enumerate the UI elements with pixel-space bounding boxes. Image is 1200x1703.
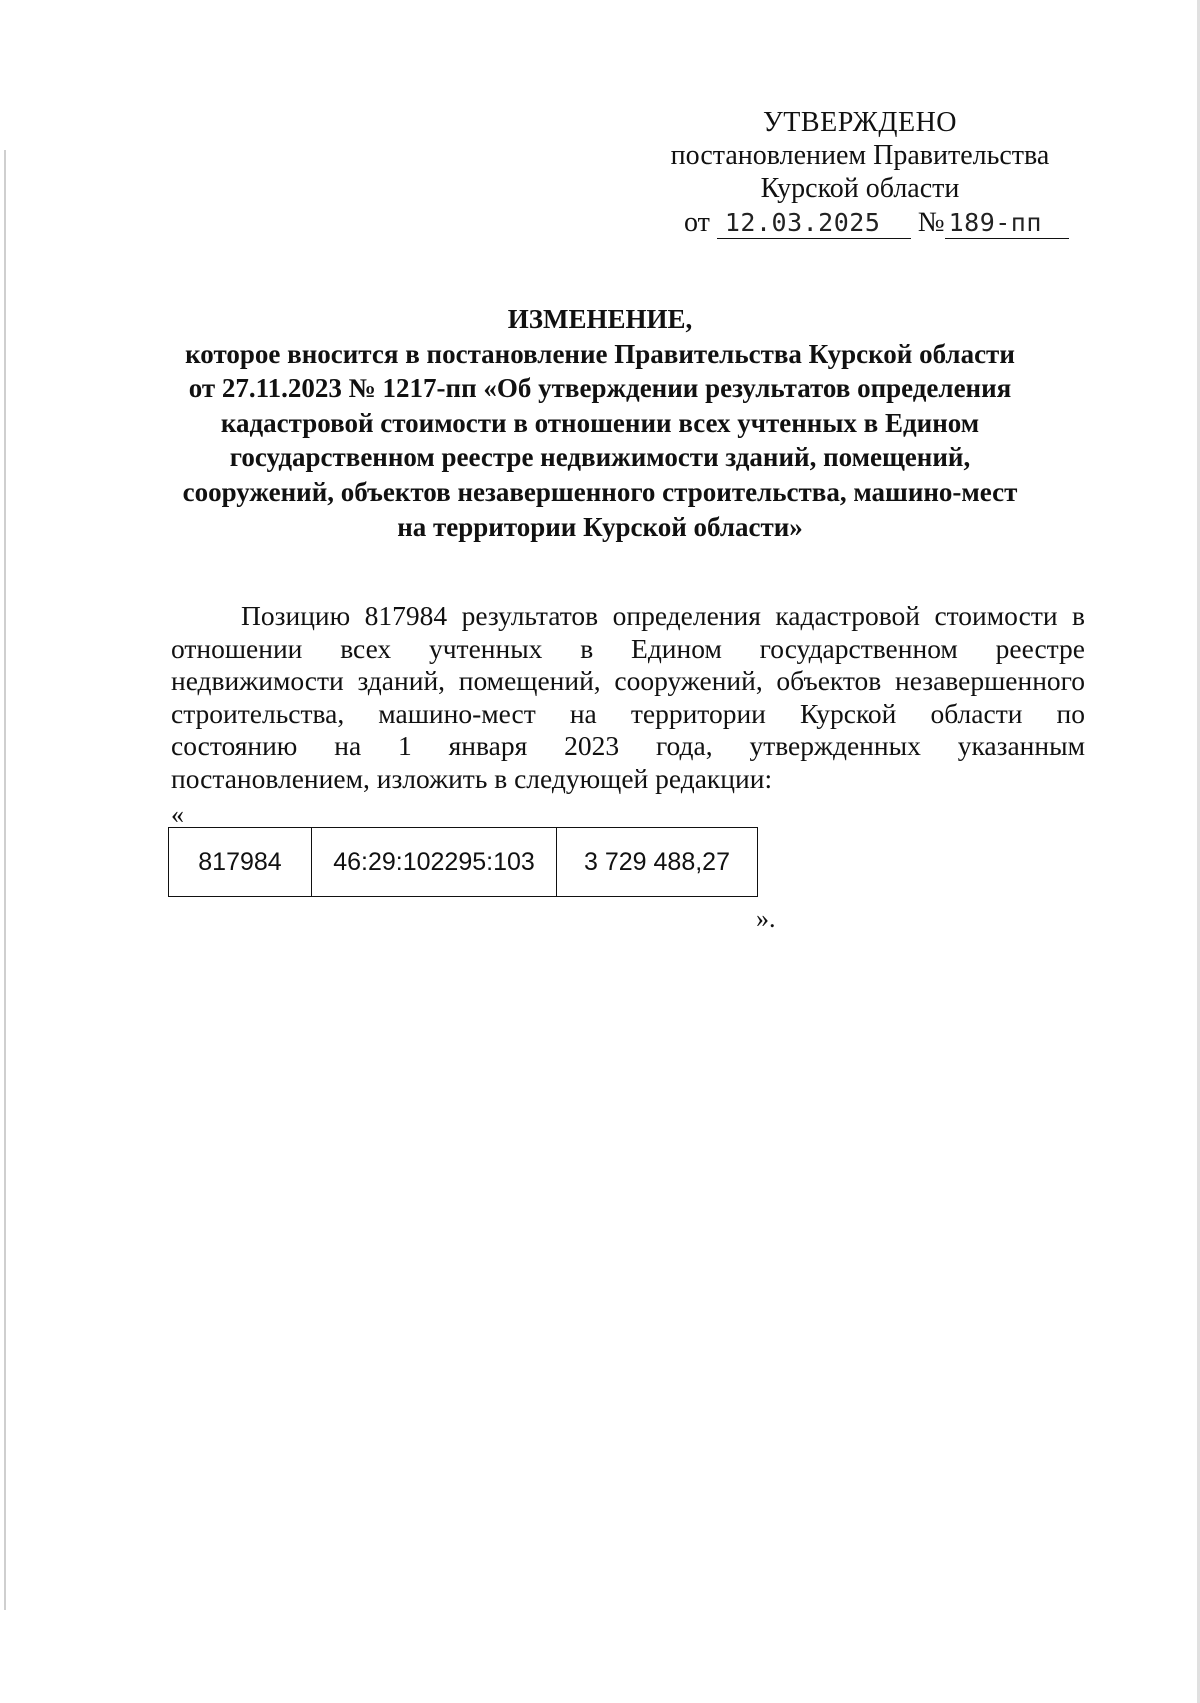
body-line-6: постановлением, изложить в следующей редакции: — [171, 762, 773, 794]
cadastral-value-cell: 3 729 488,27 — [557, 828, 758, 897]
cadastral-number-cell: 46:29:102295:103 — [312, 828, 557, 897]
body-line-2: отношении всех учтенных в Едином государственном реестре — [171, 632, 1085, 664]
opening-quote: « — [171, 800, 184, 829]
table-row — [169, 828, 758, 897]
body-line-5: состоянию на 1 января 2023 года, утвержденных указанным — [171, 730, 1085, 761]
body-line-3: недвижимости зданий, помещений, сооружений, объектов незавершенного — [171, 665, 1085, 696]
scan-edge-left — [4, 150, 6, 1610]
heading-line-3: от 27.11.2023 № 1217-пп «Об утверждении результатов определения — [188, 373, 1012, 404]
approval-block — [640, 106, 1080, 205]
date-prefix: от — [684, 207, 710, 238]
body-paragraph — [171, 600, 1085, 795]
date-value: 12.03.2025 — [724, 208, 881, 237]
closing-quote: ». — [756, 904, 776, 933]
document-heading — [150, 302, 1050, 544]
approval-line-1: постановлением Правительства — [670, 140, 1050, 171]
heading-line-6: сооружений, объектов незавершенного строительства, машино-мест — [182, 476, 1018, 507]
heading-line-7: на территории Курской области» — [397, 511, 803, 542]
approval-date-line — [684, 207, 1069, 239]
position-number-cell: 817984 — [169, 828, 312, 897]
heading-line-4: кадастровой стоимости в отношении всех учтенных в Едином — [220, 407, 980, 438]
date-field — [717, 208, 911, 239]
body-line-1: Позицию 817984 результатов определения кадастровой стоимости в — [241, 600, 1085, 631]
heading-title: ИЗМЕНЕНИЕ, — [507, 304, 693, 334]
approval-title: УТВЕРЖДЕНО — [762, 107, 958, 138]
heading-line-5: государственном реестре недвижимости зданий, помещений, — [229, 442, 971, 473]
number-value: 189-пп — [948, 208, 1042, 237]
body-line-4: строительства, машино-мест на территории Курской области по — [171, 697, 1085, 729]
number-prefix: № — [917, 207, 945, 238]
number-field — [945, 208, 1069, 239]
cadastral-value-table — [168, 827, 758, 897]
approval-line-2: Курской области — [760, 173, 960, 204]
heading-line-2: которое вносится в постановление Правительства Курской области — [185, 338, 1015, 369]
